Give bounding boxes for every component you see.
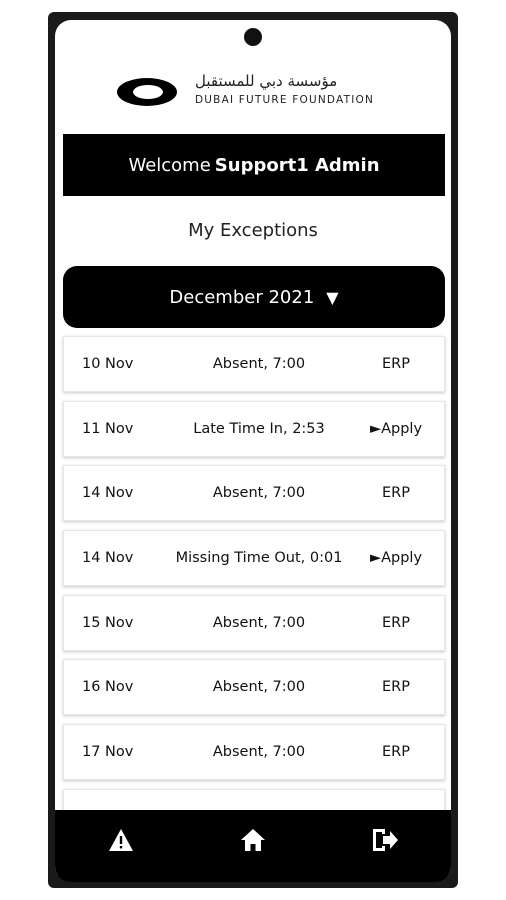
exception-date: 15 Nov <box>82 614 134 631</box>
exception-row[interactable] <box>63 659 445 715</box>
month-label: December 2021 <box>169 286 315 308</box>
phone-bezel <box>55 20 451 882</box>
exceptions-list <box>63 336 445 854</box>
exception-row[interactable] <box>63 465 445 521</box>
exception-description: Absent, 7:00 <box>212 679 306 696</box>
exception-date: 17 Nov <box>82 744 134 761</box>
welcome-banner <box>63 134 445 196</box>
exception-description: Late Time In, 2:53 <box>193 420 325 437</box>
phone-frame <box>48 12 458 888</box>
exception-description: Missing Time Out, 0:01 <box>175 550 343 567</box>
logout-icon[interactable] <box>365 820 405 860</box>
exception-date: 14 Nov <box>82 550 134 567</box>
caret-down-icon: ▼ <box>326 287 339 307</box>
exception-row[interactable] <box>63 595 445 651</box>
apply-button[interactable]: ►Apply <box>369 550 423 567</box>
exception-action-erp[interactable]: ERP <box>382 679 410 696</box>
home-icon[interactable] <box>233 820 273 860</box>
exception-date: 16 Nov <box>82 679 134 696</box>
month-selector-button[interactable] <box>63 266 445 328</box>
logo-english-text: DUBAI FUTURE FOUNDATION <box>195 94 375 106</box>
page-title: My Exceptions <box>188 220 318 241</box>
apply-button[interactable]: ►Apply <box>369 420 423 437</box>
exception-date: 10 Nov <box>82 356 134 372</box>
exception-row[interactable] <box>63 530 445 586</box>
app-screen <box>55 20 451 875</box>
exception-action-erp[interactable]: ERP <box>382 744 410 761</box>
welcome-prefix: Welcome <box>128 154 211 176</box>
exception-action-erp[interactable]: ERP <box>382 485 410 502</box>
exception-row[interactable] <box>63 336 445 392</box>
exception-description: Absent, 7:00 <box>212 614 306 631</box>
exception-description: Absent, 7:00 <box>212 356 306 372</box>
dubai-future-foundation-logo <box>117 72 397 112</box>
exception-description: Absent, 7:00 <box>212 485 306 502</box>
exception-date: 11 Nov <box>82 420 134 437</box>
exception-description: Absent, 7:00 <box>212 744 306 761</box>
exception-date: 14 Nov <box>82 485 134 502</box>
warning-icon[interactable] <box>101 820 141 860</box>
user-name: Support1 Admin <box>214 154 380 176</box>
logo-mark-icon <box>117 78 177 106</box>
exception-row[interactable] <box>63 724 445 780</box>
logo-arabic-text: مؤسسة دبي للمستقبل <box>195 72 338 90</box>
bottom-nav-bar <box>55 810 451 882</box>
exception-row[interactable] <box>63 401 445 457</box>
front-camera <box>244 28 262 46</box>
exception-action-erp[interactable]: ERP <box>382 614 410 631</box>
exception-action-erp[interactable]: ERP <box>382 356 410 372</box>
